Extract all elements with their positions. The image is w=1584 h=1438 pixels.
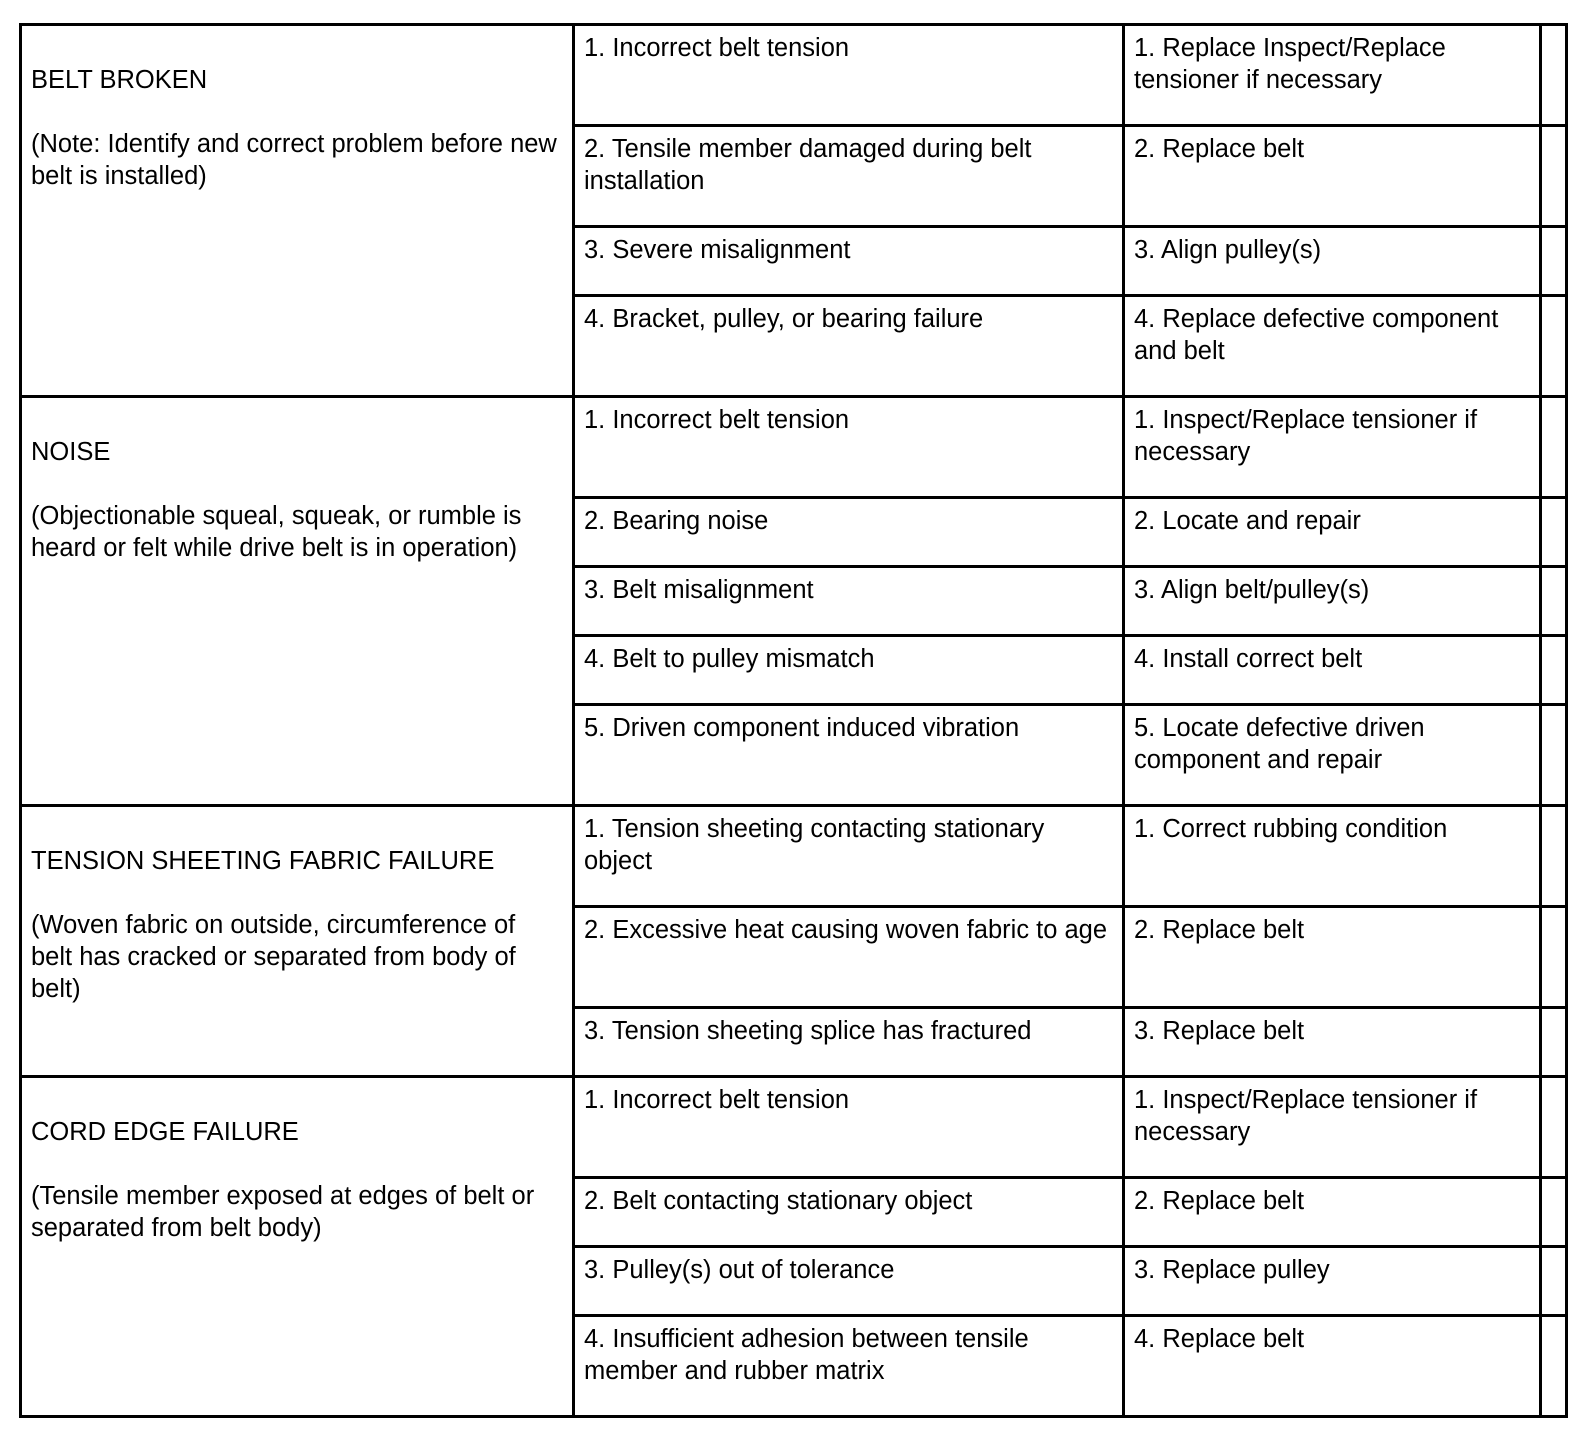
cause-cell: 3. Severe misalignment: [574, 227, 1124, 296]
table-row: [21, 397, 1567, 498]
cause-cell: 2. Belt contacting stationary object: [574, 1178, 1124, 1247]
edge-cell: [1541, 636, 1567, 705]
cause-cell: 4. Bracket, pulley, or bearing failure: [574, 296, 1124, 397]
condition-title: BELT BROKEN: [31, 66, 208, 94]
correction-cell: 1. Inspect/Replace tensioner if necessary: [1124, 397, 1541, 498]
condition-note: (Woven fabric on outside, circumference of belt has cracked or separated from body of belt): [31, 911, 516, 1003]
cause-cell: 1. Incorrect belt tension: [574, 397, 1124, 498]
condition-title: CORD EDGE FAILURE: [31, 1118, 299, 1146]
correction-cell: 4. Replace belt: [1124, 1316, 1541, 1417]
edge-cell: [1541, 1077, 1567, 1178]
condition-title: NOISE: [31, 438, 111, 466]
edge-cell: [1541, 397, 1567, 498]
edge-cell: [1541, 498, 1567, 567]
correction-cell: 1. Inspect/Replace tensioner if necessary: [1124, 1077, 1541, 1178]
edge-cell: [1541, 705, 1567, 806]
edge-cell: [1541, 1247, 1567, 1316]
cause-cell: 1. Incorrect belt tension: [574, 1077, 1124, 1178]
cause-cell: 3. Pulley(s) out of tolerance: [574, 1247, 1124, 1316]
condition-cell-belt-broken: [21, 25, 574, 397]
cause-cell: 4. Insufficient adhesion between tensile member and rubber matrix: [574, 1316, 1124, 1417]
correction-cell: 1. Replace Inspect/Replace tensioner if necessary: [1124, 25, 1541, 126]
cause-cell: 4. Belt to pulley mismatch: [574, 636, 1124, 705]
edge-cell: [1541, 1178, 1567, 1247]
edge-cell: [1541, 227, 1567, 296]
belt-diagnosis-table: [19, 23, 1568, 1418]
cause-cell: 5. Driven component induced vibration: [574, 705, 1124, 806]
correction-cell: 3. Replace belt: [1124, 1008, 1541, 1077]
correction-cell: 3. Replace pulley: [1124, 1247, 1541, 1316]
condition-cell-noise: [21, 397, 574, 806]
edge-cell: [1541, 806, 1567, 907]
cause-cell: 2. Bearing noise: [574, 498, 1124, 567]
cause-cell: 1. Tension sheeting contacting stationary object: [574, 806, 1124, 907]
condition-title: TENSION SHEETING FABRIC FAILURE: [31, 847, 495, 875]
table-row: [21, 25, 1567, 126]
edge-cell: [1541, 25, 1567, 126]
correction-cell: 3. Align pulley(s): [1124, 227, 1541, 296]
cause-cell: 2. Tensile member damaged during belt installation: [574, 126, 1124, 227]
correction-cell: 4. Replace defective component and belt: [1124, 296, 1541, 397]
condition-cell-tension-sheeting: [21, 806, 574, 1077]
condition-cell-cord-edge: [21, 1077, 574, 1417]
table-row: [21, 806, 1567, 907]
correction-cell: 2. Locate and repair: [1124, 498, 1541, 567]
edge-cell: [1541, 1008, 1567, 1077]
table-row: [21, 1077, 1567, 1178]
condition-note: (Note: Identify and correct problem before new belt is installed): [31, 130, 557, 190]
condition-note: (Objectionable squeal, squeak, or rumble is heard or felt while drive belt is in operation): [31, 502, 522, 562]
cause-cell: 3. Tension sheeting splice has fractured: [574, 1008, 1124, 1077]
correction-cell: 2. Replace belt: [1124, 907, 1541, 1008]
edge-cell: [1541, 126, 1567, 227]
edge-cell: [1541, 567, 1567, 636]
cause-cell: 2. Excessive heat causing woven fabric to age: [574, 907, 1124, 1008]
edge-cell: [1541, 1316, 1567, 1417]
cause-cell: 1. Incorrect belt tension: [574, 25, 1124, 126]
correction-cell: 2. Replace belt: [1124, 126, 1541, 227]
condition-note: (Tensile member exposed at edges of belt or separated from belt body): [31, 1182, 535, 1242]
edge-cell: [1541, 907, 1567, 1008]
correction-cell: 2. Replace belt: [1124, 1178, 1541, 1247]
correction-cell: 4. Install correct belt: [1124, 636, 1541, 705]
edge-cell: [1541, 296, 1567, 397]
correction-cell: 5. Locate defective driven component and repair: [1124, 705, 1541, 806]
correction-cell: 1. Correct rubbing condition: [1124, 806, 1541, 907]
cause-cell: 3. Belt misalignment: [574, 567, 1124, 636]
correction-cell: 3. Align belt/pulley(s): [1124, 567, 1541, 636]
